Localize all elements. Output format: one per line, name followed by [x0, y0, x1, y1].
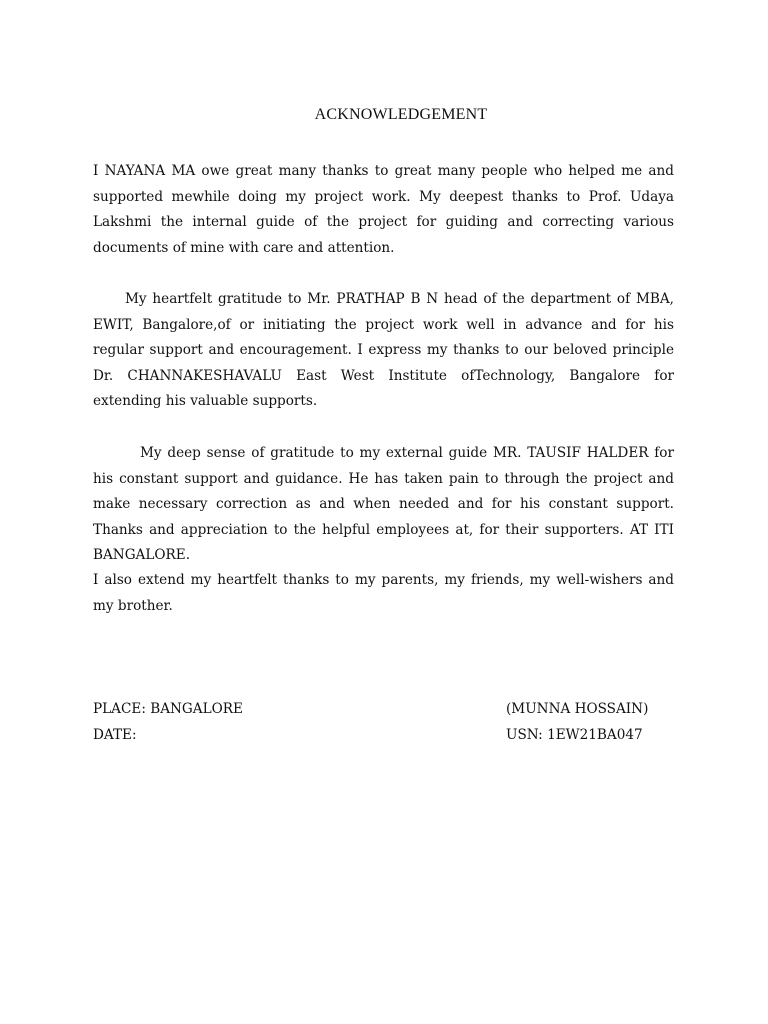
document-title: ACKNOWLEDGEMENT [314, 106, 488, 123]
place-label: PLACE: BANGALORE [93, 701, 243, 717]
date-label: DATE: [93, 727, 137, 743]
paragraph-family-thanks: I also extend my heartfelt thanks to my parents, my friends, my well-wishers and my brother. [93, 572, 674, 614]
paragraph-intro: I NAYANA MA owe great many thanks to great many people who helped me and supported mewhile doing my project work. My deepest thanks to Prof. Udaya Lakshmi the internal guide of the project for guiding and correcting various documents of mine with care and attention. [93, 163, 674, 256]
usn-label: USN: 1EW21BA047 [506, 727, 643, 743]
paragraph-external-guide: My deep sense of gratitude to my external guide MR. TAUSIF HALDER for his constant support and guidance. He has taken pain to through the project and make necessary correction as and when needed and for his constant support. Thanks and appreciation to the helpful employees at, for their supporters. AT ITI BANGALORE. [93, 445, 674, 563]
signatory-name: (MUNNA HOSSAIN) [506, 701, 649, 717]
paragraph-hod-gratitude: My heartfelt gratitude to Mr. PRATHAP B N head of the department of MBA, EWIT, Bangalore,of or initiating the project work well in advance and for his regular support and encouragement. I express my thanks to our beloved principle Dr. CHANNAKESHAVALU East West Institute ofTechnology, Bangalore for extending his valuable supports. [93, 291, 674, 409]
